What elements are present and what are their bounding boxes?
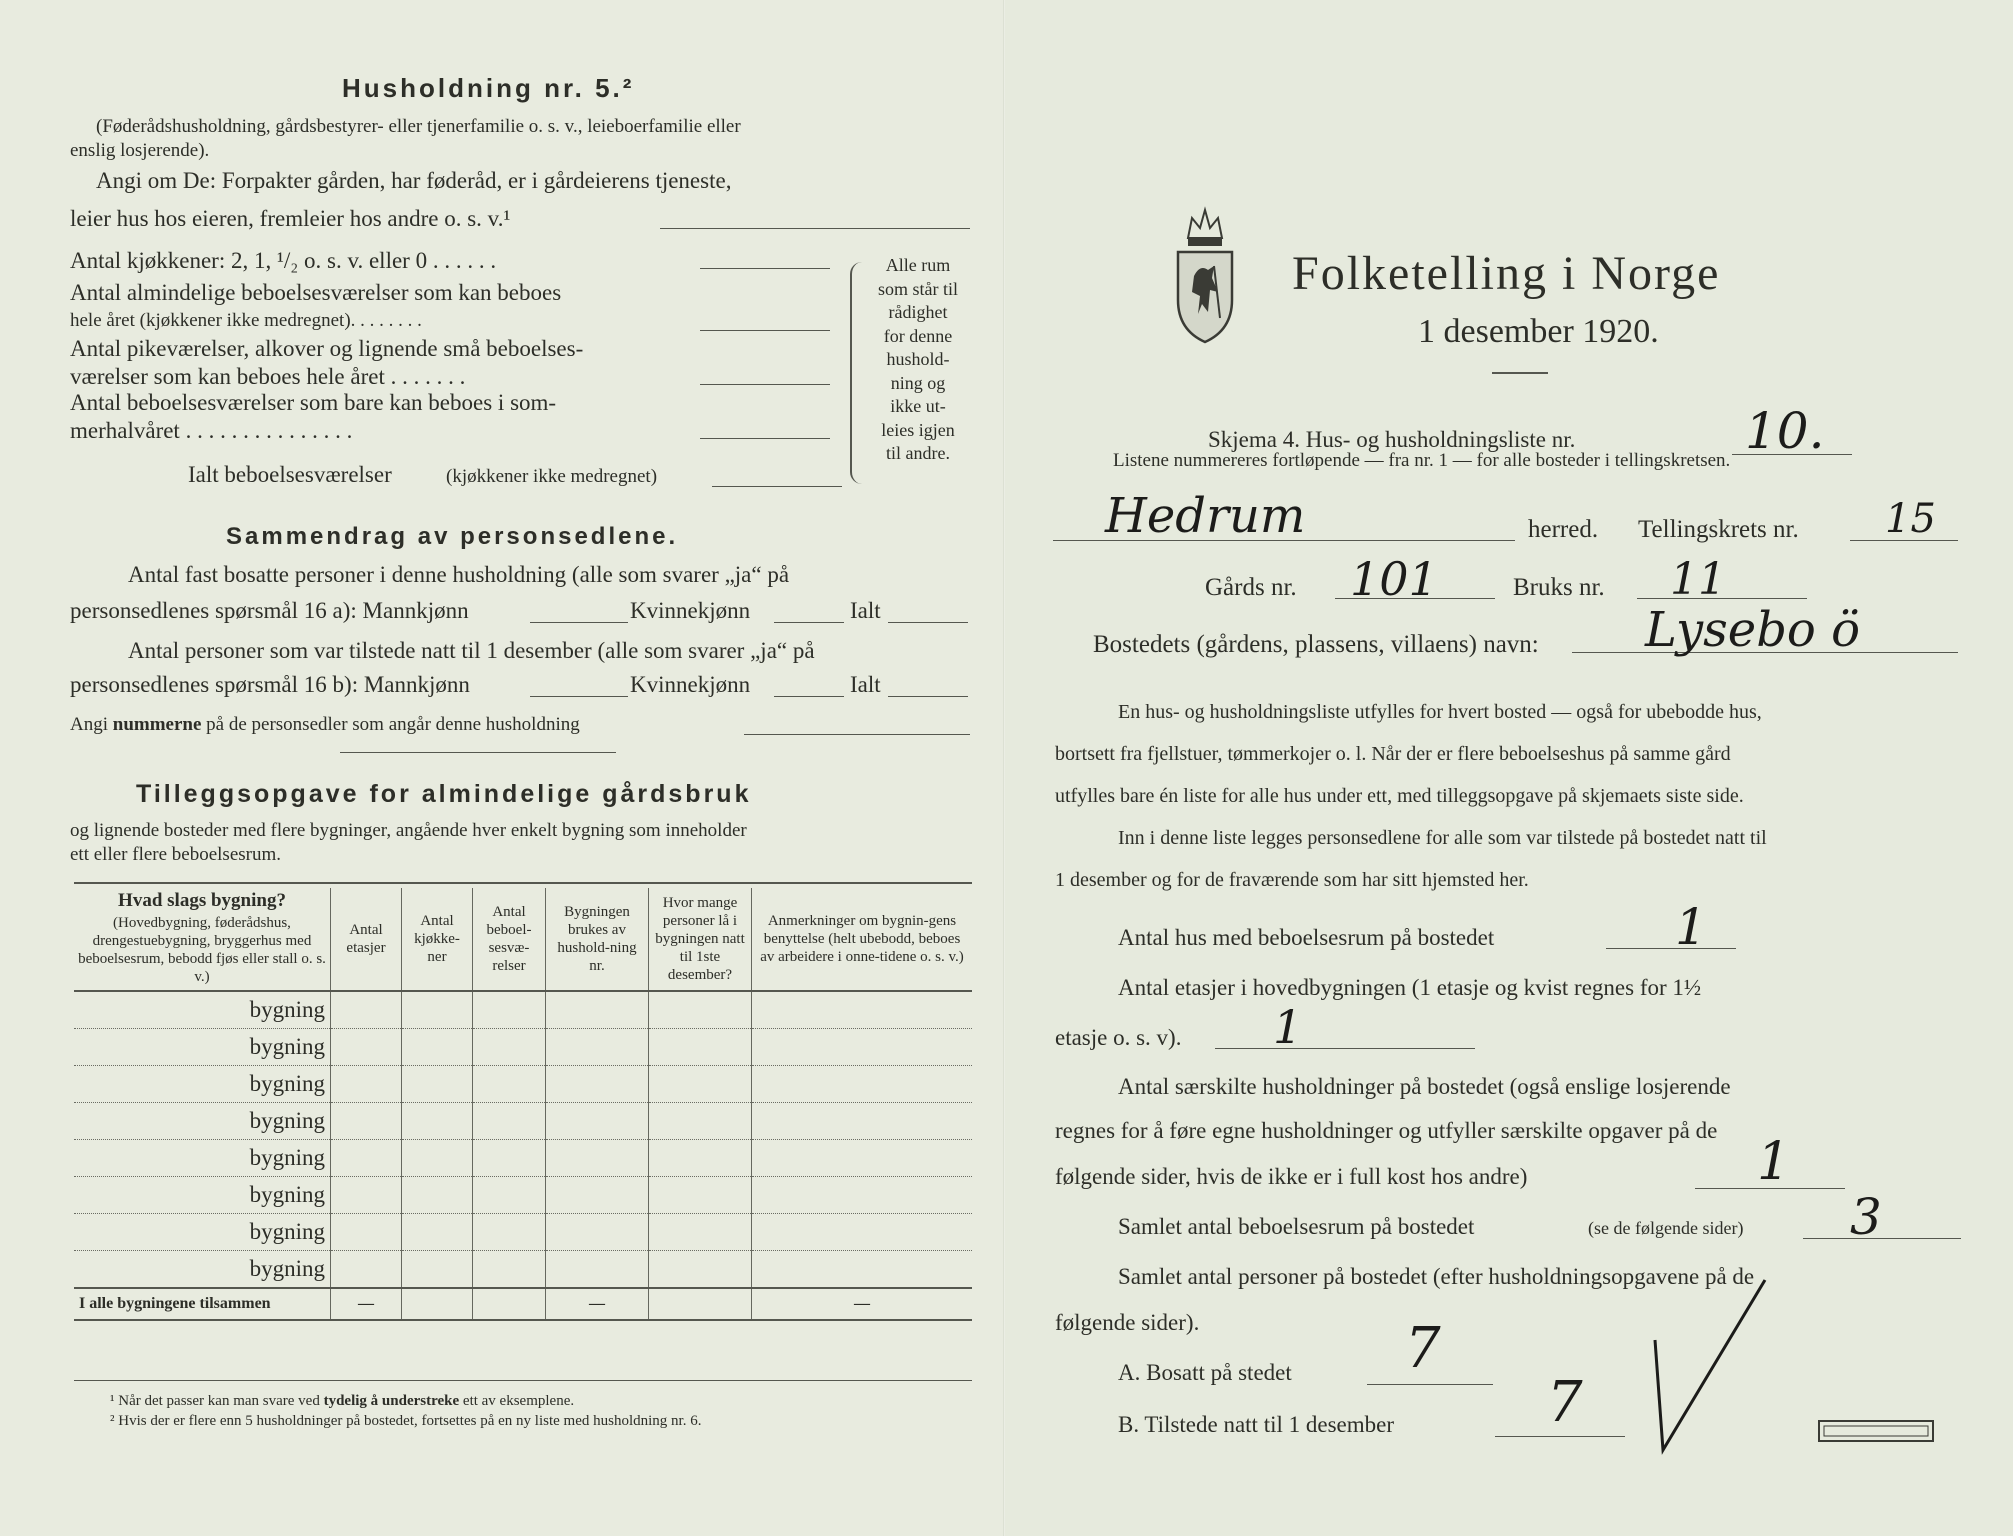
- bosted-label: Bostedets (gårdens, plassens, villaens) navn:: [1093, 631, 1539, 658]
- persons-label-1: Samlet antal personer på bostedet (efter husholdningsopgavene på de: [1118, 1264, 1755, 1289]
- present-b-label: B. Tilstede natt til 1 desember: [1118, 1412, 1394, 1437]
- present-female-line[interactable]: [774, 696, 844, 697]
- total-label: I alle bygningene tilsammen: [74, 1288, 331, 1320]
- table-cell[interactable]: [473, 991, 546, 1029]
- persons-label-2: følgende sider).: [1055, 1310, 1200, 1335]
- footnote-1-text: ¹ Når det passer kan man svare ved: [110, 1393, 320, 1409]
- census-title: Folketelling i Norge: [1292, 247, 1721, 300]
- rooms-side-note: [866, 254, 970, 466]
- table-cell[interactable]: [473, 1177, 546, 1214]
- table-cell[interactable]: [649, 1251, 752, 1289]
- houses-line[interactable]: [1606, 948, 1736, 949]
- kitchens-label: Antal kjøkkener: 2, 1, ¹/₂ o. s. v. eller 0 . . . . . .: [70, 248, 497, 273]
- kitchens-answer-line[interactable]: [700, 268, 830, 269]
- present-male-line[interactable]: [530, 696, 628, 697]
- households-label-2: regnes for å føre egne husholdninger og utfyller særskilte opgaver på de: [1055, 1118, 1718, 1143]
- ordinary-rooms-label-1: Antal almindelige beboelsesværelser som kan beboes: [70, 280, 562, 305]
- section-divider: [340, 752, 616, 753]
- table-cell[interactable]: [752, 1251, 973, 1289]
- table-cell[interactable]: [649, 1214, 752, 1251]
- table-cell[interactable]: [546, 1251, 649, 1289]
- resident-female-label: Kvinnekjønn: [630, 598, 751, 623]
- gard-value: 101: [1350, 552, 1438, 606]
- table-cell[interactable]: [752, 1177, 973, 1214]
- col-building-type-sub: (Hovedbygning, føderådshus, drengestuebygning, bryggerhus med beboelsesrum, bebodd fjøs eller stall o. s. v.): [78, 915, 326, 985]
- side-note-line: for denne: [883, 325, 953, 346]
- table-row: [74, 1103, 972, 1140]
- total-floors: —: [331, 1288, 402, 1320]
- ordinary-rooms-label-2: hele året (kjøkkener ikke medregnet). . . . . . . .: [70, 310, 422, 331]
- checkmark-strokes: [1645, 1270, 1785, 1470]
- schema-label: Skjema 4. Hus- og husholdningsliste nr.: [1208, 427, 1576, 452]
- resident-a-label: A. Bosatt på stedet: [1118, 1360, 1292, 1385]
- col-rooms: Antal beboel-sesvæ-relser: [473, 888, 546, 991]
- table-cell[interactable]: [546, 1029, 649, 1066]
- herred-label: herred.: [1528, 516, 1599, 543]
- floors-label-1: Antal etasjer i hovedbygningen (1 etasje og kvist regnes for 1½: [1118, 975, 1702, 1000]
- building-label: bygning: [74, 1251, 331, 1289]
- stamp-icon: [1818, 1420, 1934, 1442]
- table-cell[interactable]: [546, 991, 649, 1029]
- table-cell[interactable]: [752, 1140, 973, 1177]
- table-cell[interactable]: [402, 991, 473, 1029]
- schema-number-value: 10.: [1745, 402, 1825, 460]
- table-cell[interactable]: [546, 1066, 649, 1103]
- col-building-type: [74, 888, 331, 991]
- person-numbers-rest: på de personsedler som angår denne husholdning: [206, 714, 580, 735]
- table-cell[interactable]: [752, 1066, 973, 1103]
- households-label-3: følgende sider, hvis de ikke er i full kost hos andre): [1055, 1164, 1528, 1189]
- gard-label: Gårds nr.: [1205, 574, 1297, 601]
- building-label: bygning: [74, 1103, 331, 1140]
- summary-title: Sammendrag av personsedlene.: [226, 523, 679, 550]
- bosted-value: Lysebo ö: [1645, 602, 1860, 658]
- total-rooms-answer-line[interactable]: [712, 486, 842, 487]
- footnote-1-rest: ett av eksemplene.: [462, 1393, 575, 1409]
- table-cell[interactable]: [546, 1177, 649, 1214]
- resident-female-line[interactable]: [774, 622, 844, 623]
- resident-total-label: Ialt: [850, 598, 881, 623]
- supplement-text-1: og lignende bosteder med flere bygninger, angående hver enkelt bygning som inneholder: [70, 820, 747, 841]
- summary-resident-1: Antal fast bosatte personer i denne husholdning (alle som svarer „ja“ på: [128, 562, 790, 587]
- person-numbers-line[interactable]: [744, 734, 970, 735]
- summary-present-1: Antal personer som var tilstede natt til 1 desember (alle som svarer „ja“ på: [128, 638, 815, 663]
- side-note-line: som står til: [878, 278, 958, 299]
- table-cell[interactable]: [473, 1140, 546, 1177]
- table-cell[interactable]: [752, 991, 973, 1029]
- tenure-question-2: leier hus hos eieren, fremleier hos andre o. s. v.¹: [70, 206, 511, 231]
- table-row: [74, 1251, 972, 1289]
- left-page: [0, 0, 1005, 1536]
- col-floors: Antal etasjer: [331, 888, 402, 991]
- numbering-note: Listene nummereres fortløpende — fra nr. 1 — for alle bosteder i tellingskretsen.: [1113, 450, 1731, 471]
- houses-label: Antal hus med beboelsesrum på bostedet: [1118, 925, 1495, 950]
- col-remarks: Anmerkninger om bygnin-gens benyttelse (helt ubebodd, beboes av arbeidere i onne-tidene o. s. v.): [752, 888, 973, 991]
- table-cell[interactable]: [752, 1029, 973, 1066]
- rooms-brace: [850, 262, 862, 484]
- krets-value: 15: [1885, 496, 1936, 542]
- table-cell[interactable]: [402, 1140, 473, 1177]
- info-line-1: En hus- og husholdningsliste utfylles for hvert bosted — også for ubebodde hus,: [1118, 701, 1762, 723]
- side-note-line: ning og: [890, 372, 946, 393]
- table-row: [74, 1066, 972, 1103]
- total-rooms-label: Ialt beboelsesværelser: [188, 462, 392, 487]
- info-line-3: utfylles bare én liste for alle hus under ett, med tilleggsopgave på skjemaets siste side.: [1055, 785, 1744, 807]
- table-cell[interactable]: [402, 1251, 473, 1289]
- table-cell[interactable]: [331, 1140, 402, 1177]
- table-cell[interactable]: [546, 1103, 649, 1140]
- table-row: [74, 1214, 972, 1251]
- census-date: 1 desember 1920.: [1418, 313, 1659, 350]
- table-cell[interactable]: [649, 1140, 752, 1177]
- total-rooms-right-note: (se de følgende sider): [1588, 1218, 1744, 1238]
- info-line-5: 1 desember og for de fraværende som har sitt hjemsted her.: [1055, 869, 1529, 891]
- col-persons: Hvor mange personer lå i bygningen natt til 1ste desember?: [649, 888, 752, 991]
- bruk-value: 11: [1670, 554, 1726, 605]
- household-intro-2: enslig losjerende).: [70, 140, 210, 161]
- summary-resident-2: personsedlenes spørsmål 16 a): Mannkjønn: [70, 598, 469, 623]
- summer-rooms-label-1: Antal beboelsesværelser som bare kan beboes i som-: [70, 390, 557, 415]
- table-cell[interactable]: [649, 991, 752, 1029]
- table-cell[interactable]: [473, 1214, 546, 1251]
- table-cell[interactable]: [649, 1103, 752, 1140]
- households-value: 1: [1757, 1132, 1791, 1192]
- ordinary-rooms-answer-line[interactable]: [700, 330, 830, 331]
- herred-value: Hedrum: [1105, 488, 1306, 544]
- total-kitchens: [402, 1288, 473, 1320]
- table-cell[interactable]: [402, 1177, 473, 1214]
- table-cell[interactable]: [752, 1103, 973, 1140]
- footnote-1-bold: tydelig å understreke: [323, 1393, 460, 1409]
- total-rooms-note: (kjøkkener ikke medregnet): [446, 466, 658, 487]
- total-rooms-right-line[interactable]: [1803, 1238, 1961, 1239]
- col-kitchens: Antal kjøkke-ner: [402, 888, 473, 991]
- table-cell[interactable]: [331, 1029, 402, 1066]
- table-cell[interactable]: [331, 991, 402, 1029]
- table-cell[interactable]: [649, 1029, 752, 1066]
- table-cell[interactable]: [331, 1177, 402, 1214]
- maid-rooms-label-2: værelser som kan beboes hele året . . . . . . .: [70, 364, 466, 389]
- side-note-line: hushold-: [886, 349, 950, 369]
- table-cell[interactable]: [402, 1214, 473, 1251]
- maid-rooms-answer-line[interactable]: [700, 384, 830, 385]
- footnote-1: [110, 1392, 574, 1411]
- col-household-no: Bygningen brukes av hushold-ning nr.: [546, 888, 649, 991]
- floors-line[interactable]: [1215, 1048, 1475, 1049]
- info-line-4: Inn i denne liste legges personsedlene for alle som var tilstede på bostedet natt til: [1118, 827, 1767, 849]
- table-cell[interactable]: [473, 1103, 546, 1140]
- household-intro-1: (Føderådshusholdning, gårdsbestyrer- eller tjenerfamilie o. s. v., leieboerfamilie eller: [96, 116, 741, 137]
- total-rooms: [473, 1288, 546, 1320]
- table-cell[interactable]: [546, 1140, 649, 1177]
- supplement-title: Tilleggsopgave for almindelige gårdsbruk: [136, 780, 752, 808]
- total-remarks: —: [752, 1288, 973, 1320]
- tenure-answer-line[interactable]: [660, 228, 970, 229]
- building-label: bygning: [74, 1140, 331, 1177]
- person-numbers-word: Angi: [70, 714, 108, 735]
- houses-value: 1: [1675, 898, 1707, 956]
- info-line-2: bortsett fra fjellstuer, tømmerkojer o. l. Når der er flere beboelseshus på samme gård: [1055, 743, 1731, 765]
- table-row: [74, 1177, 972, 1214]
- footnote-2: ² Hvis der er flere enn 5 husholdninger på bostedet, fortsettes på en ny liste med husholdning nr. 6.: [110, 1413, 702, 1429]
- resident-male-line[interactable]: [530, 622, 628, 623]
- table-cell[interactable]: [752, 1214, 973, 1251]
- total-household: —: [546, 1288, 649, 1320]
- person-numbers-prompt: [70, 712, 580, 737]
- resident-total-line[interactable]: [888, 622, 968, 623]
- side-note-line: til andre.: [886, 443, 950, 463]
- total-persons: [649, 1288, 752, 1320]
- side-note-line: rådighet: [888, 302, 948, 322]
- table-cell[interactable]: [402, 1029, 473, 1066]
- total-rooms-right-label: Samlet antal beboelsesrum på bostedet: [1118, 1214, 1475, 1239]
- summary-present-2: personsedlenes spørsmål 16 b): Mannkjønn: [70, 672, 470, 697]
- present-b-value: 7: [1547, 1370, 1583, 1435]
- households-label-1: Antal særskilte husholdninger på bostedet (også enslige losjerende: [1118, 1074, 1731, 1099]
- col-building-type-title: Hvad slags bygning?: [118, 890, 286, 911]
- bruk-label: Bruks nr.: [1513, 574, 1605, 601]
- table-cell[interactable]: [473, 1066, 546, 1103]
- total-rooms-right-value: 3: [1850, 1188, 1882, 1246]
- floors-value: 1: [1273, 1000, 1303, 1054]
- table-cell[interactable]: [331, 1251, 402, 1289]
- present-total-label: Ialt: [850, 672, 881, 697]
- building-label: bygning: [74, 1066, 331, 1103]
- table-row: [74, 1029, 972, 1066]
- title-rule: [1492, 372, 1548, 374]
- building-label: bygning: [74, 1177, 331, 1214]
- side-note-line: Alle rum: [885, 255, 951, 275]
- table-cell[interactable]: [331, 1066, 402, 1103]
- table-row: [74, 991, 972, 1029]
- household-title: Husholdning nr. 5.²: [342, 73, 635, 103]
- floors-label-2: etasje o. s. v).: [1055, 1025, 1182, 1050]
- table-cell[interactable]: [331, 1103, 402, 1140]
- table-cell[interactable]: [546, 1214, 649, 1251]
- summer-rooms-answer-line[interactable]: [700, 438, 830, 439]
- table-cell[interactable]: [473, 1029, 546, 1066]
- maid-rooms-label-1: Antal pikeværelser, alkover og lignende små beboelses-: [70, 336, 584, 361]
- building-label: bygning: [74, 1029, 331, 1066]
- table-cell[interactable]: [402, 1103, 473, 1140]
- present-b-line[interactable]: [1495, 1436, 1625, 1437]
- table-top-rule: [74, 882, 972, 884]
- present-female-label: Kvinnekjønn: [630, 672, 751, 697]
- right-page: [1005, 0, 2013, 1536]
- building-label: bygning: [74, 991, 331, 1029]
- krets-label: Tellingskrets nr.: [1638, 516, 1799, 543]
- tenure-question-1: Angi om De: Forpakter gården, har føderåd, er i gårdeierens tjeneste,: [96, 168, 732, 193]
- buildings-table: [74, 888, 972, 1321]
- table-cell[interactable]: [473, 1251, 546, 1289]
- supplement-text-2: ett eller flere beboelsesrum.: [70, 844, 282, 865]
- table-cell[interactable]: [649, 1066, 752, 1103]
- table-cell[interactable]: [649, 1177, 752, 1214]
- table-total-row: [74, 1288, 972, 1320]
- coat-of-arms-icon: [1170, 200, 1240, 350]
- building-label: bygning: [74, 1214, 331, 1251]
- resident-a-value: 7: [1405, 1316, 1441, 1381]
- table-cell[interactable]: [402, 1066, 473, 1103]
- person-numbers-bold: nummerne: [112, 714, 202, 735]
- table-cell[interactable]: [331, 1214, 402, 1251]
- table-header-row: [74, 888, 972, 991]
- resident-a-line[interactable]: [1367, 1384, 1493, 1385]
- side-note-line: leies igjen: [881, 419, 955, 440]
- present-total-line[interactable]: [888, 696, 968, 697]
- table-row: [74, 1140, 972, 1177]
- summer-rooms-label-2: merhalvåret . . . . . . . . . . . . . . .: [70, 418, 353, 443]
- footnote-rule: [74, 1380, 972, 1381]
- side-note-line: ikke ut-: [890, 396, 946, 416]
